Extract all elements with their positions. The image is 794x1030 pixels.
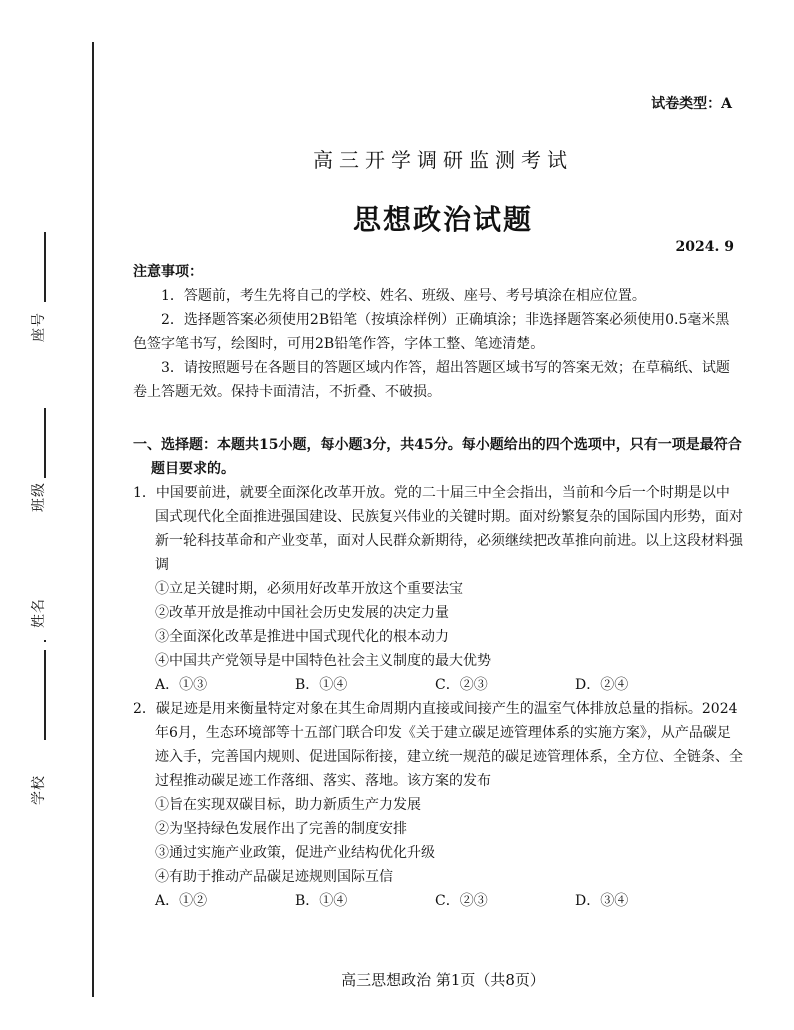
statement: ④中国共产党领导是中国特色社会主义制度的最大优势 — [155, 653, 491, 669]
choice-row — [133, 673, 743, 697]
choice-a: A．①② — [155, 893, 208, 909]
section-heading: 一、选择题：本题共15小题，每小题3分，共45分。每小题给出的四个选项中，只有一项是最符合题目要求的。 — [133, 437, 742, 477]
choice-row — [133, 889, 743, 913]
choice-b: B．①④ — [295, 893, 348, 909]
statement: ③通过实施产业政策，促进产业结构优化升级 — [155, 845, 435, 861]
statement: ①旨在实现双碳目标，助力新质生产力发展 — [155, 797, 421, 813]
statement: ①立足关键时期，必须用好改革开放这个重要法宝 — [155, 581, 463, 597]
question-stem: 1．中国要前进，就要全面深化改革开放。党的二十届三中全会指出，当前和今后一个时期是以中国式现代化全面推进强国建设、民族复兴伟业的关键时期。面对纷繁复杂的国际国内形势，面对新一轮科技革命和产业变革，面对人民群众新期待，必须继续把改革推向前进。以上这段材料强调 — [133, 485, 743, 573]
statement: ④有助于推动产品碳足迹规则国际互信 — [155, 869, 393, 885]
seat-label: 座号 — [31, 312, 47, 342]
notice-heading: 注意事项： — [133, 264, 203, 280]
choice-d: D．③④ — [575, 893, 629, 909]
class-fill-line — [44, 408, 46, 478]
class-label: 班级 — [31, 482, 47, 512]
binding-line — [92, 42, 94, 997]
question-stem: 2．碳足迹是用来衡量特定对象在其生命周期内直接或间接产生的温室气体排放总量的指标。2024年6月，生态环境部等十五部门联合印发《关于建立碳足迹管理体系的实施方案》，从产品碳足迹入手，完善国内规则、促进国际衔接，建立统一规范的碳足迹管理体系，全方位、全链条、全过程推动碳足迹工作落细、落实、落地。该方案的发布 — [133, 701, 743, 789]
school-label: 学校 — [31, 775, 47, 805]
subject-title: 思想政治试题 — [352, 203, 533, 236]
choice-c: C．②③ — [435, 677, 488, 693]
name-underline — [44, 650, 46, 740]
choice-b: B．①④ — [295, 677, 348, 693]
page-footer: 高三思想政治 第1页（共8页） — [341, 971, 545, 989]
notice-item: 3．请按照题号在各题目的答题区域内作答，超出答题区域书写的答案无效；在草稿纸、试题卷上答题无效。保持卡面清洁，不折叠、不破损。 — [133, 360, 730, 400]
choice-d: D．②④ — [575, 677, 629, 693]
name-label: 姓名 — [31, 598, 47, 628]
notice-item: 1．答题前，考生先将自己的学校、姓名、班级、座号、考号填涂在相应位置。 — [161, 288, 646, 304]
choice-c: C．②③ — [435, 893, 488, 909]
paper-type: 试卷类型：A — [651, 96, 732, 112]
paper-content — [133, 260, 743, 913]
statement: ③全面深化改革是推进中国式现代化的根本动力 — [155, 629, 449, 645]
choice-a: A．①③ — [155, 677, 208, 693]
statement: ②改革开放是推动中国社会历史发展的决定力量 — [155, 605, 449, 621]
question-1 — [133, 481, 743, 697]
question-2 — [133, 697, 743, 913]
name-fill-line — [44, 640, 46, 642]
statement: ②为坚持绿色发展作出了完善的制度安排 — [155, 821, 407, 837]
notice-item: 2．选择题答案必须使用2B铅笔（按填涂样例）正确填涂；非选择题答案必须使用0.5毫米黑色签字笔书写，绘图时，可用2B铅笔作答，字体工整、笔迹清楚。 — [133, 312, 730, 352]
exam-title: 高三开学调研监测考试 — [313, 148, 573, 172]
seat-fill-line — [44, 232, 46, 302]
exam-date: 2024. 9 — [675, 239, 734, 255]
